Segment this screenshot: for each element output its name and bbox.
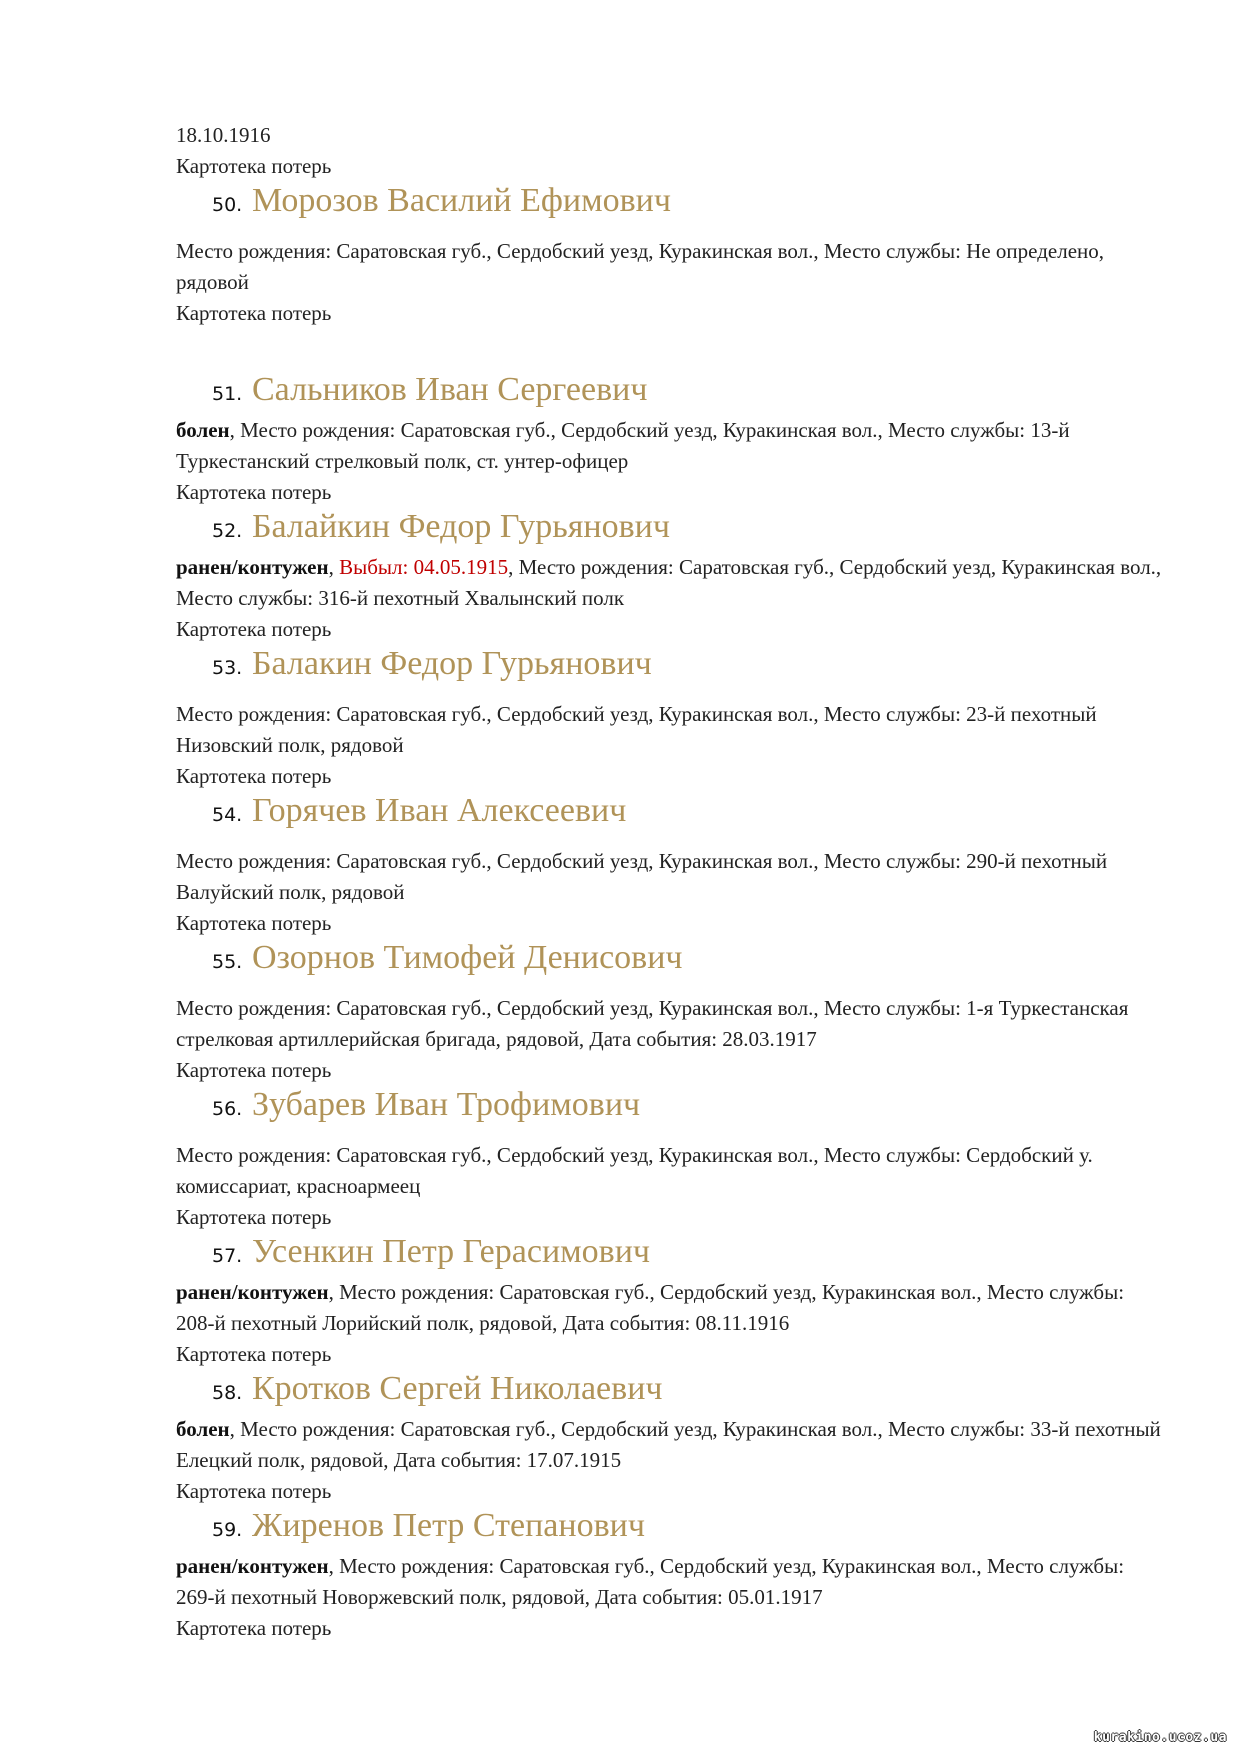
entry-heading <box>176 645 1166 689</box>
entry-details-block <box>176 699 1166 761</box>
entry-heading <box>176 939 1166 983</box>
entry-details-block <box>176 236 1166 298</box>
entry-54 <box>176 792 1166 939</box>
entry-name: Зубарев Иван Трофимович <box>252 1086 641 1123</box>
entry-52 <box>176 508 1166 645</box>
document-page <box>176 120 1166 1644</box>
entry-heading <box>176 1233 1166 1277</box>
entry-number: 54. <box>212 804 243 826</box>
entry-number: 51. <box>212 383 243 405</box>
entry-source: Картотека потерь <box>176 911 332 935</box>
entry-details: Место рождения: Саратовская губ., Сердобский уезд, Куракинская вол., Место службы: 23-й пехотный Низовский полк, рядовой <box>176 702 1097 757</box>
entry-number: 50. <box>212 194 243 216</box>
entry-details: , Место рождения: Саратовская губ., Сердобский уезд, Куракинская вол., Место службы: 208-й пехотный Лорийский полк, рядовой, Дата события: 08.11.1916 <box>176 1280 1125 1335</box>
entry-heading <box>176 1370 1166 1414</box>
entry-name: Кротков Сергей Николаевич <box>252 1370 663 1407</box>
entry-details: Место рождения: Саратовская губ., Сердобский уезд, Куракинская вол., Место службы: Сердобский у. комиссариат, красноармеец <box>176 1143 1093 1198</box>
entry-name: Балакин Федор Гурьянович <box>252 645 652 682</box>
entry-source: Картотека потерь <box>176 1058 332 1082</box>
entry-source: Картотека потерь <box>176 301 332 325</box>
entry-56 <box>176 1086 1166 1233</box>
entry-details: Место рождения: Саратовская губ., Сердобский уезд, Куракинская вол., Место службы: 1-я Туркестанская стрелковая артиллерийская бригада, рядовой, Дата события: 28.03.1917 <box>176 996 1129 1051</box>
entry-55 <box>176 939 1166 1086</box>
entry-name: Балайкин Федор Гурьянович <box>252 508 670 545</box>
entry-source: Картотека потерь <box>176 1479 332 1503</box>
entry-status: ранен/контужен <box>176 1554 329 1578</box>
entry-heading <box>176 182 1166 226</box>
entry-heading <box>176 1507 1166 1551</box>
entry-details: Место рождения: Саратовская губ., Сердобский уезд, Куракинская вол., Место службы: Не определено, рядовой <box>176 239 1104 294</box>
entry-details-block: ранен/контужен, Выбыл: 04.05.1915, Место рождения: Саратовская губ., Сердобский уезд, Куракинская вол., Место службы: 316-й пехотный Хвалынский полк <box>176 555 1162 610</box>
entry-left-date: Выбыл: 04.05.1915 <box>339 555 509 579</box>
top-source: Картотека потерь <box>176 154 332 178</box>
site-watermark: kurakino.ucoz.ua <box>1093 1730 1227 1745</box>
entry-name: Жиренов Петр Степанович <box>252 1507 645 1544</box>
entry-source: Картотека потерь <box>176 480 332 504</box>
entry-details: , Место рождения: Саратовская губ., Сердобский уезд, Куракинская вол., Место службы: 269-й пехотный Новоржевский полк, рядовой, Дата события: 05.01.1917 <box>176 1554 1125 1609</box>
entry-number: 58. <box>212 1382 243 1404</box>
entry-status: ранен/контужен <box>176 555 329 579</box>
entry-details: , Место рождения: Саратовская губ., Сердобский уезд, Куракинская вол., Место службы: 13-й Туркестанский стрелковый полк, ст. унтер-офицер <box>176 418 1070 473</box>
entry-number: 56. <box>212 1098 243 1120</box>
entry-59 <box>176 1507 1166 1644</box>
entry-53 <box>176 645 1166 792</box>
entry-number: 59. <box>212 1519 243 1541</box>
entry-details-block <box>176 1551 1166 1613</box>
entry-name: Усенкин Петр Герасимович <box>252 1233 651 1270</box>
entry-details: , Место рождения: Саратовская губ., Сердобский уезд, Куракинская вол., Место службы: 316-й пехотный Хвалынский полк <box>176 555 1162 610</box>
entry-heading <box>176 1086 1166 1130</box>
entry-source: Картотека потерь <box>176 617 332 641</box>
entry-heading <box>176 792 1166 836</box>
entry-50 <box>176 182 1166 329</box>
entry-51 <box>176 371 1166 508</box>
entry-source: Картотека потерь <box>176 1205 332 1229</box>
entry-heading <box>176 508 1166 552</box>
entry-number: 57. <box>212 1245 243 1267</box>
entry-number: 52. <box>212 520 243 542</box>
entry-name: Озорнов Тимофей Денисович <box>252 939 683 976</box>
entry-status: болен <box>176 418 230 442</box>
entry-status: ранен/контужен <box>176 1280 329 1304</box>
entry-details-block <box>176 415 1166 477</box>
entry-source: Картотека потерь <box>176 1616 332 1640</box>
entry-details-block <box>176 1140 1166 1202</box>
entry-58 <box>176 1370 1166 1507</box>
entry-details: , Место рождения: Саратовская губ., Сердобский уезд, Куракинская вол., Место службы: 33-й пехотный Елецкий полк, рядовой, Дата события: 17.07.1915 <box>176 1417 1161 1472</box>
entry-status: болен <box>176 1417 230 1441</box>
entry-name: Сальников Иван Сергеевич <box>252 371 648 408</box>
entry-number: 53. <box>212 657 243 679</box>
entry-details-block <box>176 1414 1166 1476</box>
entry-details-block <box>176 993 1166 1055</box>
entry-details: Место рождения: Саратовская губ., Сердобский уезд, Куракинская вол., Место службы: 290-й пехотный Валуйский полк, рядовой <box>176 849 1108 904</box>
entry-name: Горячев Иван Алексеевич <box>252 792 627 829</box>
entry-heading <box>176 371 1166 415</box>
entry-details-block <box>176 846 1166 908</box>
entry-details-block <box>176 1277 1166 1339</box>
entry-source: Картотека потерь <box>176 764 332 788</box>
top-date: 18.10.1916 <box>176 123 271 147</box>
entry-number: 55. <box>212 951 243 973</box>
entry-source: Картотека потерь <box>176 1342 332 1366</box>
entry-57 <box>176 1233 1166 1370</box>
entry-name: Морозов Василий Ефимович <box>252 182 671 219</box>
